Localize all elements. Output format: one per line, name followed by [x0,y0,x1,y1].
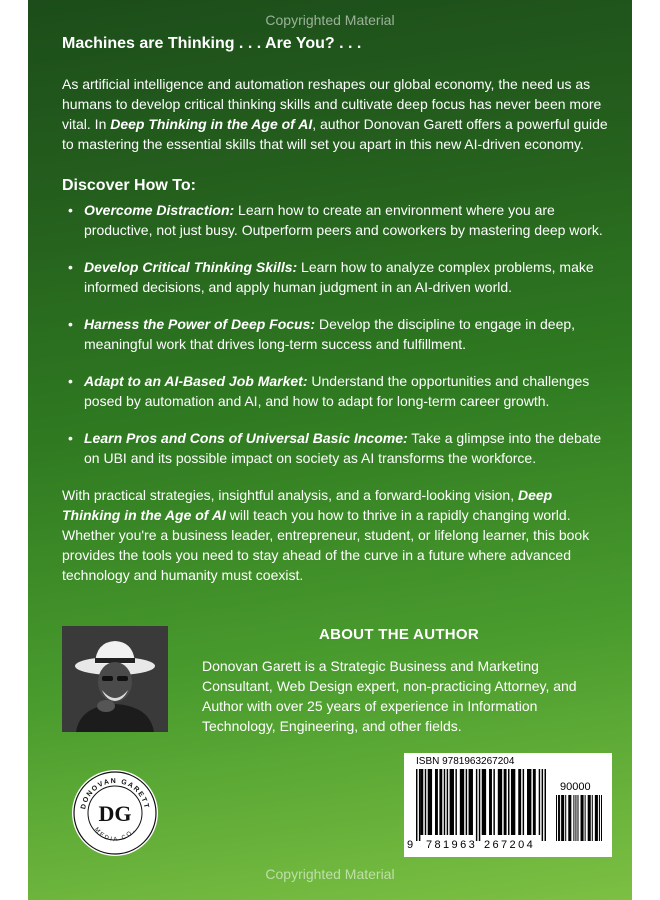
barcode-bar [416,769,417,841]
closing-text-after: will teach you how to thrive in a rapidly changing world. Whether you're a business leader, entrepreneur, student, or lifelong learner, this book provides the tools you need to stay ahead of the curve in a future where advanced technology and humanity must coexist. [62,507,590,583]
barcode-bar [585,795,586,841]
closing-text-before: With practical strategies, insightful analysis, and a forward-looking vision, [62,487,518,503]
author-portrait-illustration [62,626,168,732]
bullet-item [62,314,610,354]
logo-monogram: DG [98,801,132,826]
barcode-bar [447,769,448,835]
logo-ring-bottom-text: MEDIA CO. [92,826,137,844]
isbn-label: ISBN 9781963267204 [416,756,515,767]
barcode-bar [435,769,438,835]
publisher-logo [72,770,158,856]
barcode-bar [599,795,600,841]
barcode-bar [518,769,521,835]
barcode-bar [444,769,445,835]
intro-text-before: As artificial intelligence and automation reshapes our global economy, the need us as humans to develop critical thinking skills and cultivate deep focus has never been more vital. In [62,76,602,132]
barcode-bar [581,795,584,841]
bullet-item [62,200,610,240]
barcode-bar [575,795,576,841]
barcode-bar [489,769,492,835]
closing-book-title: Deep Thinking in the Age of AI [62,487,553,523]
bullet-text: Take a glimpse into the debate on UBI and its possible impact on society as AI transforms the workforce. [84,430,602,466]
barcode-bar [439,769,442,835]
barcode-bar [482,769,486,835]
barcode-bar [504,769,507,835]
barcode-bar [592,795,593,841]
bullet-dot: • [68,430,73,446]
skills-bullet-list [62,200,610,468]
headline: Machines are Thinking . . . Are You? . . . [62,35,362,52]
discover-heading: Discover How To: [62,177,196,194]
intro-paragraph [62,74,610,154]
bullet-lead: Overcome Distraction: [84,202,235,218]
publisher-seal-icon [72,770,158,856]
bullet-dot: • [68,373,73,389]
barcode-bar [511,769,515,835]
barcode-bar [588,795,591,841]
bullet-lead: Learn Pros and Cons of Universal Basic Income: [84,430,408,446]
author-photo [62,626,168,732]
bullet-dot: • [68,259,73,275]
barcode-bar [425,769,426,835]
bullet-text: Learn how to analyze complex problems, make informed decisions, and apply human judgment in an AI-driven world. [84,259,594,295]
bullet-item [62,428,610,468]
barcode-bar [476,769,477,841]
isbn-barcode [404,753,612,857]
barcode-bar [428,769,432,835]
isbn-digits-right: 267204 [484,839,536,851]
isbn-digit-first: 9 [407,839,414,851]
isbn-digits-left: 781963 [426,839,478,851]
barcode-bar [573,795,574,841]
barcode-bar [542,769,543,841]
intro-book-title: Deep Thinking in the Age of AI [110,116,313,132]
barcode-bar [498,769,502,835]
closing-paragraph [62,485,610,585]
barcode-bar [558,795,559,841]
barcode-bar [556,795,557,841]
bullet-text: Understand the opportunities and challenges posed by automation and AI, and how to adapt for long-term career growth. [84,373,590,409]
barcode-bar [523,769,524,835]
barcode-bar [527,769,531,835]
bullet-item [62,371,610,411]
bullet-dot: • [68,316,73,332]
barcode-bar [508,769,509,835]
barcode-bar [568,795,571,841]
bullet-text: Develop the discipline to engage in deep, meaningful work that drives long-term success and fulfillment. [84,316,576,352]
barcode-bar [545,769,546,841]
bullet-item [62,257,610,297]
barcode-bar [559,795,560,841]
watermark-bottom: Copyrighted Material [265,866,395,882]
barcode-bar [561,795,564,841]
about-author-title: ABOUT THE AUTHOR [318,626,480,643]
bullet-text: Learn how to create an environment where you are productive, not just busy. Outperform peers and coworkers by mastering deep work. [84,202,603,238]
watermark-top: Copyrighted Material [265,12,395,28]
barcode-bar [595,795,598,841]
logo-ring-top-text: DONOVAN GARETT [80,777,150,810]
barcode-bar [601,795,602,841]
cover-text-column [62,34,610,585]
addon-barcode-bars [554,795,604,841]
barcode-bar [419,769,420,841]
barcode-bar [565,795,566,841]
bullet-lead: Adapt to an AI-Based Job Market: [84,373,308,389]
ean-barcode-bars [414,769,548,841]
price-code: 90000 [560,781,591,793]
barcode-bar [466,769,467,835]
barcode-bar [493,769,494,835]
barcode-bar [450,769,454,835]
barcode-bar [577,795,578,841]
barcode-bar [420,769,423,835]
bullet-dot: • [68,202,73,218]
barcode-bar [479,769,480,841]
barcode-bar [539,769,540,835]
barcode-bar [455,769,456,835]
barcode-bar [460,769,464,835]
intro-text-after: , author Donovan Garett offers a powerful guide to mastering the essential skills that will set you apart in this new AI-driven economy. [62,116,608,152]
barcode-bar [533,769,536,835]
barcode-bar [469,769,473,835]
bullet-lead: Develop Critical Thinking Skills: [84,259,298,275]
bullet-lead: Harness the Power of Deep Focus: [84,316,316,332]
about-author-text: Donovan Garett is a Strategic Business and Marketing Consultant, Web Design expert, non-practicing Attorney, and Author with over 25 years of experience in Information Technology, Engineering, and other fields. [202,658,577,734]
about-author-section [62,626,610,746]
